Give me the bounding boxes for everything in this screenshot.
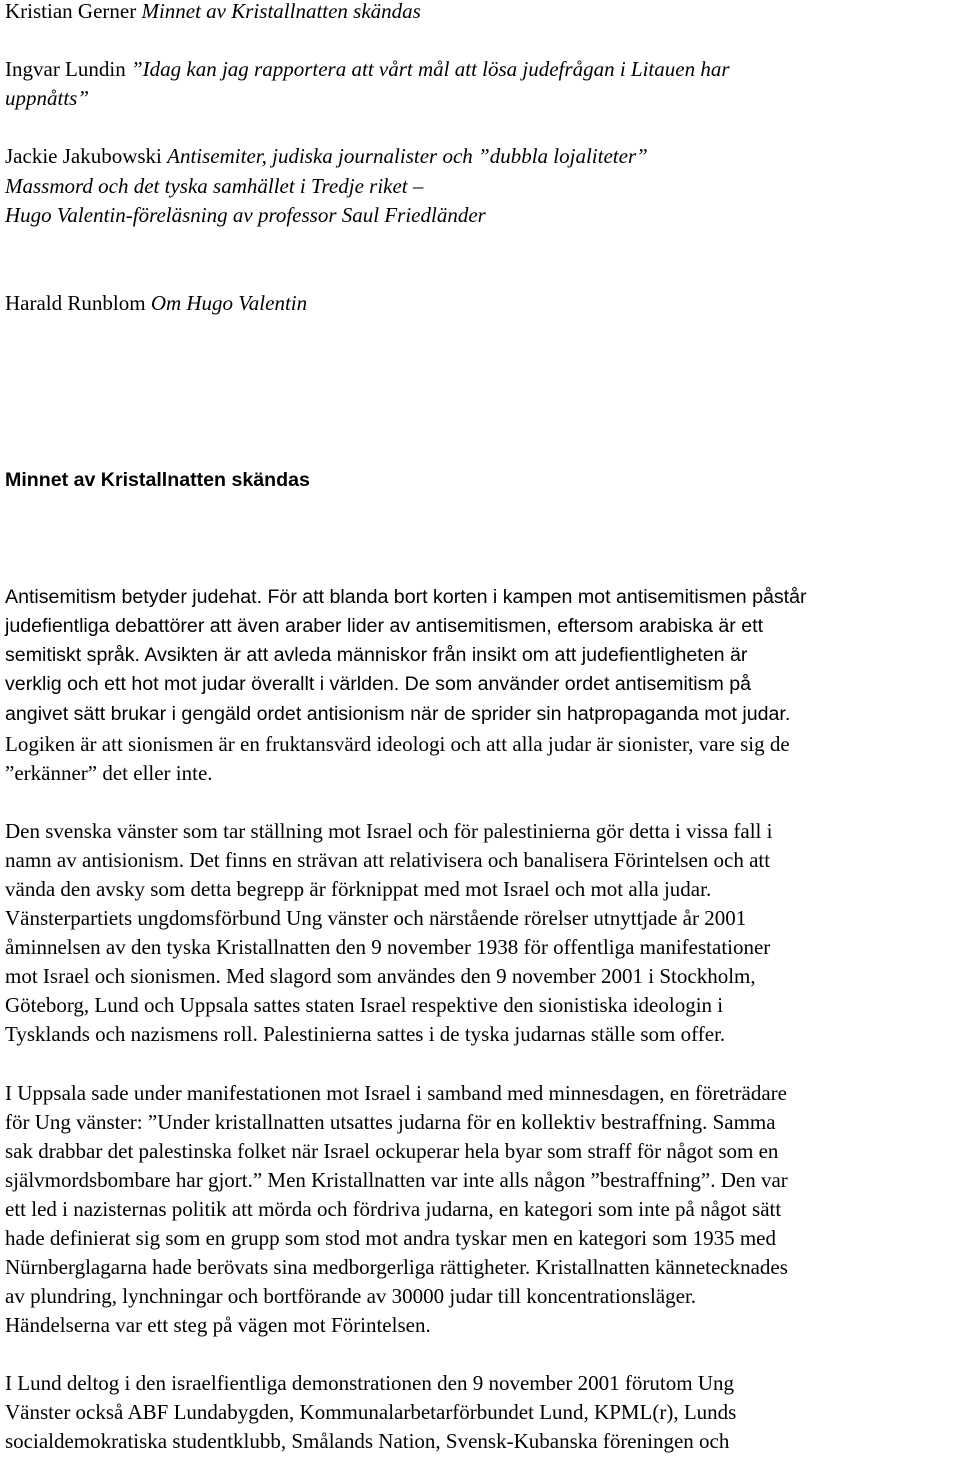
paragraph-1-line	[5, 583, 807, 612]
paragraph-1-line: verklig och ett hot mot judar överallt i världen. De som använder ordet antisemitism på	[5, 673, 751, 695]
paragraph-4-line: Vänster också ABF Lundabygden, Kommunalarbetarförbundet Lund, KPML(r), Lunds	[5, 1400, 737, 1424]
toc-title: Antisemiter, judiska journalister och ”dubbla lojaliteter”	[167, 144, 648, 168]
article-heading: Minnet av Kristallnatten skändas	[5, 469, 310, 491]
paragraph-2-line: Vänsterpartiets ungdomsförbund Ung vänster och närstående rörelser utnyttjade år 2001	[5, 906, 747, 930]
para-text: Antisemitism betyder judehat. För att blanda bort korten i kampen mot antisemitismen påstår	[5, 586, 807, 608]
paragraph-2-line: vända den avsky som detta begrepp är förknippat med mot Israel och mot alla judar.	[5, 877, 712, 901]
paragraph-4-line: I Lund deltog i den israelfientliga demonstrationen den 9 november 2001 förutom Ung	[5, 1371, 734, 1395]
paragraph-2-line: namn av antisionism. Det finns en strävan att relativisera och banalisera Förintelsen och att	[5, 848, 771, 872]
paragraph-3-line: självmordsbombare har gjort.” Men Kristallnatten var inte alls någon ”bestraffning”. Den var	[5, 1168, 788, 1192]
toc-item-massmord: Massmord och det tyska samhället i Tredje riket –	[5, 174, 424, 198]
paragraph-3-line: Händelserna var ett steg på vägen mot Förintelsen.	[5, 1313, 431, 1337]
paragraph-2-line: Den svenska vänster som tar ställning mot Israel och för palestinierna gör detta i vissa fall i	[5, 819, 773, 843]
paragraph-2-line: Göteborg, Lund och Uppsala sattes staten Israel respektive den sionistiska ideologin i	[5, 993, 724, 1017]
paragraph-3-line: av plundring, lynchningar och bortförande av 30000 judar till koncentrationsläger.	[5, 1284, 697, 1308]
toc-title-continued: uppnåtts”	[5, 86, 90, 110]
toc-item-jakubowski	[5, 142, 648, 171]
paragraph-2-line: mot Israel och sionismen. Med slagord som användes den 9 november 2001 i Stockholm,	[5, 964, 756, 988]
toc-author: Jackie Jakubowski	[5, 144, 162, 168]
toc-title: Om Hugo Valentin	[150, 291, 308, 315]
paragraph-2-line: åminnelsen av den tyska Kristallnatten den 9 november 1938 för offentliga manifestationer	[5, 935, 771, 959]
toc-item-lundin	[5, 55, 730, 84]
toc-item-massmord-subtitle: Hugo Valentin-föreläsning av professor Saul Friedländer	[5, 203, 486, 227]
paragraph-1-line: Logiken är att sionismen är en fruktansvärd ideologi och att alla judar är sionister, vare sig de	[5, 732, 790, 756]
paragraph-3-line: ett led i nazisternas politik att mörda och fördriva judarna, en kategori som inte på något sätt	[5, 1197, 782, 1221]
paragraph-1-line: angivet sätt brukar i gengäld ordet antisionism när de sprider sin hatpropaganda mot judar.	[5, 703, 791, 725]
toc-item-runblom	[5, 289, 307, 318]
toc-title: Minnet av Kristallnatten skändas	[141, 0, 421, 23]
paragraph-1-line: ”erkänner” det eller inte.	[5, 761, 213, 785]
paragraph-4-line: socialdemokratiska studentklubb, Smålands Nation, Svensk-Kubanska föreningen och	[5, 1429, 730, 1453]
paragraph-1-line: judefientliga debattörer att även araber lider av antisemitismen, eftersom arabiska är ett	[5, 615, 764, 637]
paragraph-3-line: sak drabbar det palestinska folket när Israel ockuperar hela byar som straff för något som en	[5, 1139, 779, 1163]
paragraph-3-line: hade definierat sig som en grupp som stod mot andra tyskar men en kategori som 1935 med	[5, 1226, 777, 1250]
toc-author: Ingvar Lundin	[5, 57, 126, 81]
paragraph-2-line: Tysklands och nazismens roll. Palestinierna sattes i de tyska judarnas ställe som offer.	[5, 1022, 726, 1046]
paragraph-1-line: semitiskt språk. Avsikten är att avleda människor från insikt om att judefientligheten är	[5, 644, 748, 666]
toc-title: ”Idag kan jag rapportera att vårt mål att lösa judefrågan i Litauen har	[130, 57, 730, 81]
paragraph-3-line: I Uppsala sade under manifestationen mot Israel i samband med minnesdagen, en företrädare	[5, 1081, 787, 1105]
toc-item-gerner	[5, 0, 421, 26]
paragraph-3-line: för Ung vänster: ”Under kristallnatten utsattes judarna för en kollektiv bestraffning. Samma	[5, 1110, 776, 1134]
toc-author: Kristian Gerner	[5, 0, 137, 23]
paragraph-3-line: Nürnberglagarna hade berövats sina medborgerliga rättigheter. Kristallnatten kännetecknades	[5, 1255, 788, 1279]
toc-author: Harald Runblom	[5, 291, 146, 315]
